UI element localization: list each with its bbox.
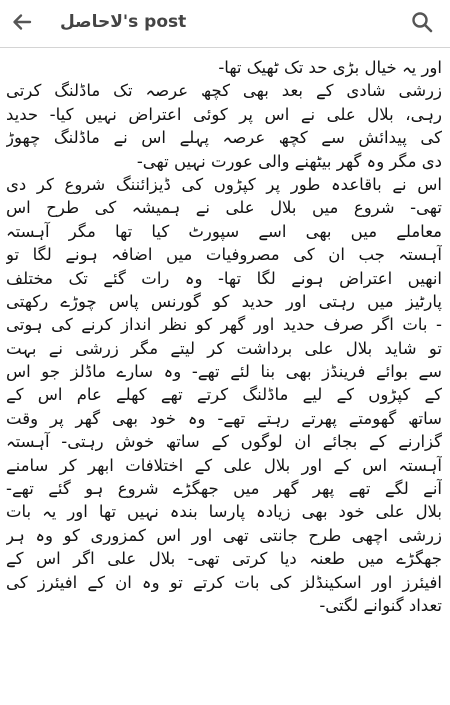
search-icon [410,10,434,34]
post-line: تو شاید بلال علی برداشت کر لیتے مگر زرشی نے بہت [6,338,442,358]
post-line: معاملے میں بھی اسے سپورٹ کیا تھا مگر آہستہ [6,221,442,241]
arrow-left-icon [10,10,34,34]
post-line: - بات اگر صرف حدید اور گھر کو نظر انداز کرنے کی ہوتی [6,315,442,335]
top-app-bar [0,0,450,48]
post-line: جھگڑے میں طعنہ دیا کرتی تھی- بلال علی اگر اس کے [6,549,442,569]
post-line: کے کپڑوں کے لیے ماڈلنگ کرتے تھے کھلے عام اس کے [6,385,442,405]
post-line: اور یہ خیال بڑی حد تک ٹھیک تھا- [218,58,442,77]
post-line: آنے لگے تھے پھر گھر میں جھگڑے شروع ہو گئے تھے- [6,479,442,499]
post-line: انھیں اعتراض ہونے لگا تھا- وہ رات گئے تک مختلف [6,268,442,288]
post-line: آہستہ اس کے اور بلال علی کے اختلافات ابھر کر سامنے [6,455,442,475]
post-line: ساتھ گھومتے پھرتے رہتے تھے- وہ خود بھی گھر پر وقت [6,408,442,428]
post-line: کی پیدائش سے کچھ عرصہ پہلے اس نے ماڈلنگ چھوڑ [6,128,442,148]
search-button[interactable] [400,0,444,44]
post-line: اس نے باقاعدہ طور پر کپڑوں کی ڈیزائننگ شروع کر دی [6,174,442,194]
post-line: گزارنے کے بجائے ان لوگوں کے ساتھ خوش رہتی- آہستہ [6,432,442,452]
post-line: سے بوائے فرینڈز بھی بنا لئے تھے- وہ سارے ماڈلز جو اس [6,362,442,382]
post-line: افیئرز اور اسکینڈلز کی بات کرتے تو وہ ان کے افیئرز کی [6,572,442,592]
post-line: بلال علی خود بھی زیادہ پارسا بندہ نہیں تھا اور یہ بات [6,502,442,522]
post-line: آہستہ جب ان کی مصروفیات میں اضافہ ہونے لگا تو [6,245,442,265]
post-line: پارٹیز میں رہتی اور حدید کو گورنس پاس چوڑے رکھتی [6,291,442,311]
post-line: رہی، بلال علی نے اس پر کوئی اعتراض نہیں کیا- حدید [6,104,442,124]
page-title: لاحاصل's post [60,12,187,32]
post-line: زرشی اچھی طرح جانتی تھی اور اس کمزوری کو وہ ہر [6,525,442,545]
back-button[interactable] [0,0,44,44]
post-content [6,56,442,617]
post-line: تھی- شروع میں بلال علی نے ہمیشہ کی طرح اس [6,198,442,218]
post-line: زرشی شادی کے بعد بھی کچھ عرصہ تک ماڈلنگ کرتی [6,81,442,101]
post-line: دی مگر وہ گھر بیٹھنے والی عورت نہیں تھی- [136,151,442,171]
post-line: تعداد گنوانے لگتی- [319,595,442,615]
